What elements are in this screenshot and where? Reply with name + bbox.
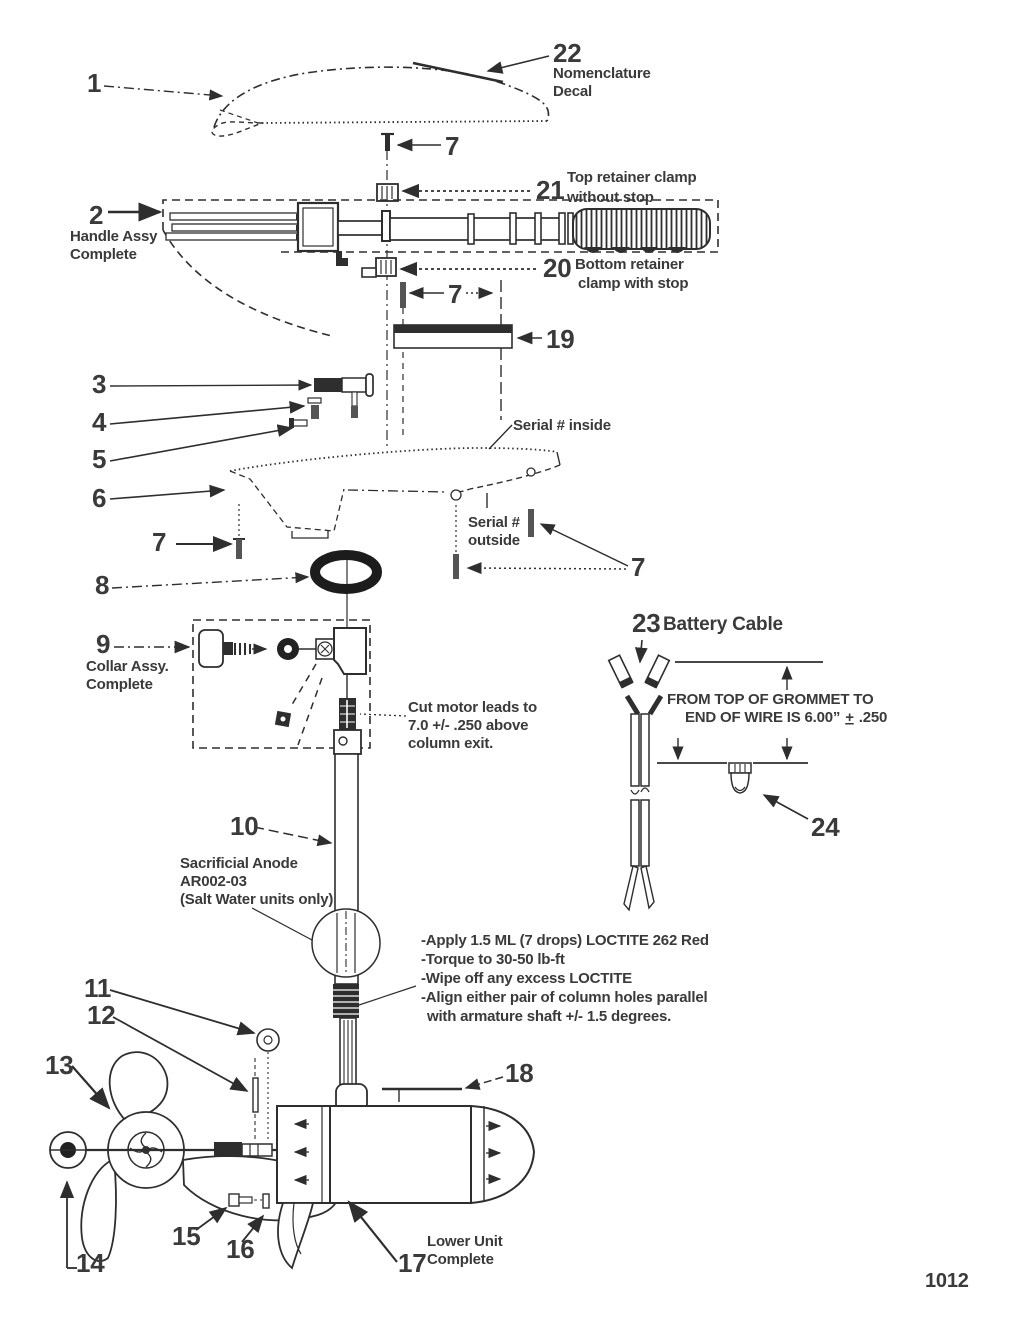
top-retainer-clamp [377, 184, 398, 201]
lower-unit-label-line2: Complete [427, 1251, 494, 1268]
o-ring [315, 555, 377, 589]
top-retainer-label-line1: Top retainer clamp [567, 169, 697, 186]
bottom-retainer-label-line1: Bottom retainer [575, 256, 684, 273]
collar-label-line2: Complete [86, 676, 153, 693]
callout-7-left: 7 [152, 527, 167, 557]
leader-anode [252, 908, 312, 940]
callout-22: 22 [553, 38, 582, 68]
callout-15: 15 [172, 1221, 201, 1251]
screw-5 [289, 418, 307, 428]
leader-24 [764, 795, 808, 819]
nomenclature-label-line1: Nomenclature [553, 65, 651, 82]
leader-17 [349, 1202, 397, 1262]
bolt-3 [314, 374, 373, 418]
motor-head-cover [212, 67, 549, 136]
grommet-note-line2-post: .250 [858, 709, 888, 726]
battery-cable-label: Battery Cable [663, 614, 783, 635]
grommet-note-line2 [685, 709, 887, 726]
callout-1: 1 [87, 68, 102, 98]
callout-7-mid: 7 [448, 279, 463, 309]
callout-11: 11 [84, 973, 112, 1003]
serial-outside-label-line2: outside [468, 532, 520, 549]
top-retainer-label-line2: without stop [567, 189, 654, 206]
leader-23 [640, 640, 642, 662]
screw-7-right-b [453, 505, 459, 579]
page-number: 1012 [925, 1270, 969, 1292]
leader-1 [104, 86, 222, 96]
callout-24: 24 [811, 812, 840, 842]
leader-6 [110, 490, 224, 499]
handle-label-line1: Handle Assy [70, 228, 158, 245]
grommet-note-line2-plus: + [845, 709, 854, 726]
top-screw [381, 134, 394, 151]
callout-7-right: 7 [631, 552, 646, 582]
callout-4: 4 [92, 407, 107, 437]
leader-18 [466, 1077, 503, 1088]
loctite-note-line4: -Align either pair of column holes parallel [421, 989, 708, 1006]
callout-23: 23 [632, 608, 661, 638]
lower-unit-label-line1: Lower Unit [427, 1233, 503, 1250]
callout-6: 6 [92, 483, 107, 513]
leader-8 [112, 577, 308, 588]
loctite-note-line3: -Wipe off any excess LOCTITE [421, 970, 632, 987]
bottom-retainer-label-line2: clamp with stop [578, 275, 689, 292]
callout-19: 19 [546, 324, 575, 354]
callout-17: 17 [398, 1248, 427, 1278]
anode-label-line1: Sacrificial Anode [180, 855, 298, 872]
leader-13 [72, 1066, 109, 1108]
nomenclature-label-line2: Decal [553, 83, 593, 100]
loctite-note-line2: -Torque to 30-50 lb-ft [421, 951, 565, 968]
battery-cable [609, 655, 670, 910]
callout-10: 10 [230, 811, 259, 841]
washer-11 [257, 1029, 279, 1140]
loctite-note-line1: -Apply 1.5 ML (7 drops) LOCTITE 262 Red [421, 932, 709, 949]
grommet-note-line1: FROM TOP OF GROMMET TO [667, 691, 874, 708]
callout-12: 12 [87, 1000, 116, 1030]
bottom-retainer-clamp [362, 258, 396, 277]
callout-16: 16 [226, 1234, 255, 1264]
callout-2: 2 [89, 200, 104, 230]
callout-3: 3 [92, 369, 107, 399]
decal-19 [394, 325, 512, 348]
cut-leads-line2: 7.0 +/- .250 above [408, 717, 529, 734]
nomenclature-decal-line [413, 63, 503, 82]
grommet-note-line2-pre: END OF WIRE IS 6.00” [685, 709, 841, 726]
pin-16 [263, 1194, 269, 1208]
callout-18: 18 [505, 1058, 534, 1088]
anode-label-line2: AR002-03 [180, 873, 247, 890]
callout-8: 8 [95, 570, 110, 600]
washer-stack-4 [308, 398, 321, 419]
serial-inside-label: Serial # inside [513, 417, 611, 434]
collar-label-line1: Collar Assy. [86, 658, 169, 675]
prop-nut [50, 1132, 86, 1168]
leader-22 [488, 56, 549, 71]
leader-5 [110, 428, 292, 461]
cut-leads-line3: column exit. [408, 735, 494, 752]
screw-7-right-a [528, 509, 534, 537]
anode-label-line3: (Salt Water units only) [180, 891, 334, 908]
leader-cut-leads [360, 714, 406, 716]
callout-20: 20 [543, 253, 572, 283]
leader-10 [254, 827, 331, 843]
callout-7-top: 7 [445, 131, 460, 161]
handle-grip [573, 209, 710, 253]
callout-9: 9 [96, 629, 111, 659]
handle-label-line2: Complete [70, 246, 137, 263]
grommet [729, 763, 751, 793]
plate-18 [382, 1089, 462, 1102]
callout-5: 5 [92, 444, 107, 474]
screw-7-left [233, 504, 245, 559]
leader-loctite [356, 986, 416, 1006]
callout-13: 13 [45, 1050, 74, 1080]
loctite-note-line5: with armature shaft +/- 1.5 degrees. [427, 1008, 672, 1025]
leader-3 [110, 385, 311, 386]
dimension-7-mid [400, 282, 492, 308]
leader-4 [110, 406, 304, 424]
serial-outside-label-line1: Serial # [468, 514, 520, 531]
callout-21: 21 [536, 175, 565, 205]
cut-leads-line1: Cut motor leads to [408, 699, 537, 716]
callout-14: 14 [76, 1248, 105, 1278]
pin-12 [253, 1058, 258, 1140]
